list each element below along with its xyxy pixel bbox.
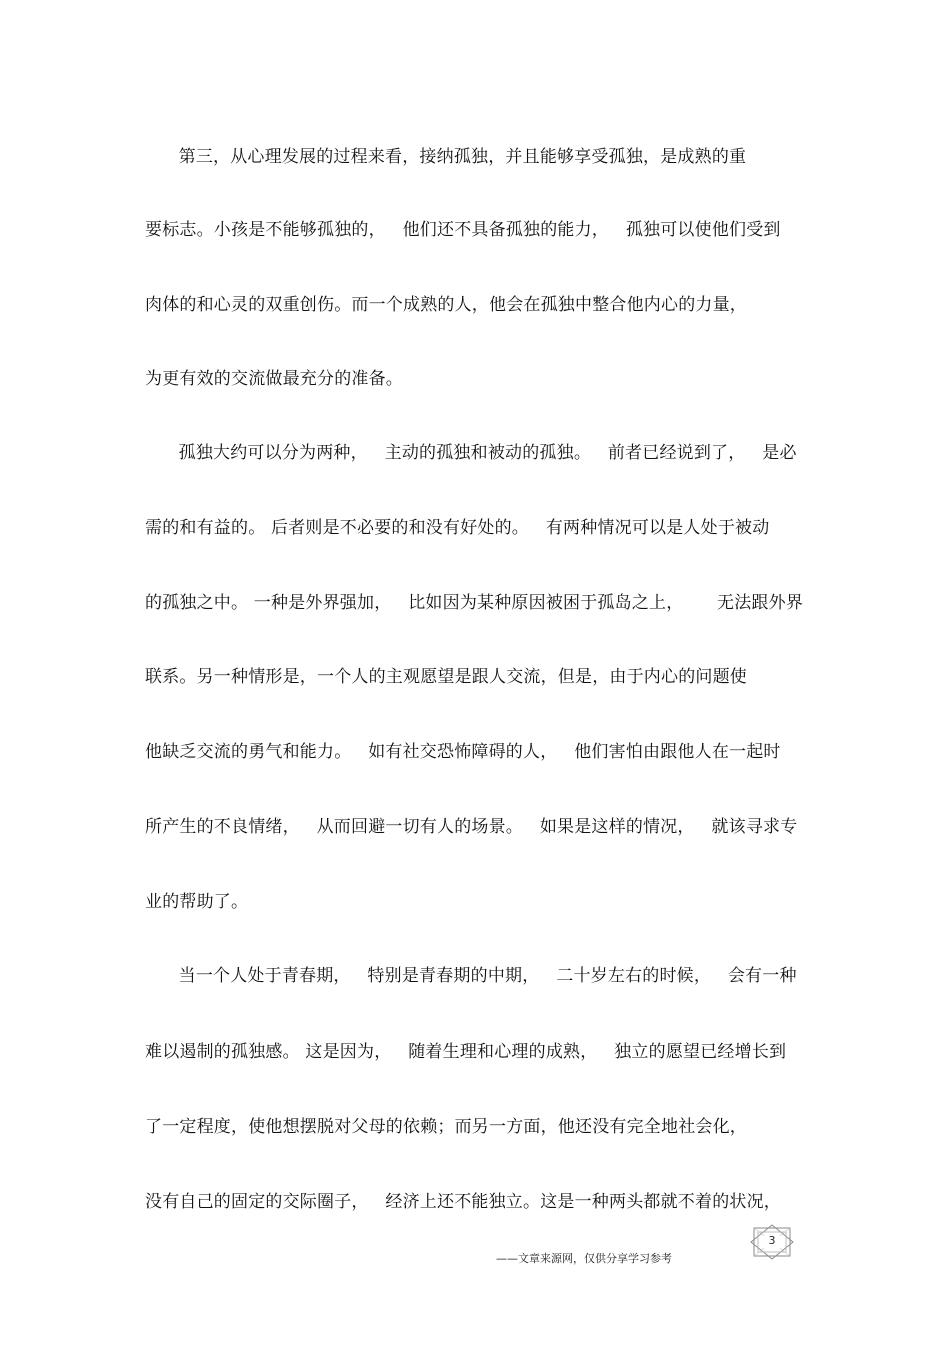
paragraph-line: 孤独大约可以分为两种， 主动的孤独和被动的孤独。 前者已经说到了， 是必 [145, 443, 797, 463]
paragraph-line: 需的和有益的。 后者则是不必要的和没有好处的。 有两种情况可以是人处于被动 [145, 518, 770, 538]
paragraph-line: 所产生的不良情绪， 从而回避一切有人的场景。 如果是这样的情况， 就该寻求专 [145, 817, 798, 837]
paragraph-line: 当一个人处于青春期， 特别是青春期的中期， 二十岁左右的时候， 会有一种 [145, 966, 797, 986]
paragraph-line: 了一定程度，使他想摆脱对父母的依赖；而另一方面，他还没有完全地社会化， [145, 1117, 747, 1137]
paragraph-line: 为更有效的交流做最充分的准备。 [145, 369, 403, 389]
paragraph-line: 难以遏制的孤独感。 这是因为， 随着生理和心理的成熟， 独立的愿望已经增长到 [145, 1042, 787, 1062]
page-number-badge [748, 1224, 796, 1260]
paragraph-line: 的孤独之中。 一种是外界强加， 比如因为某种原因被困于孤岛之上， 无法跟外界 [145, 593, 804, 613]
source-note: ——文章来源网，仅供分享学习参考 [496, 1252, 672, 1265]
page-number: 3 [768, 1234, 776, 1247]
paragraph-line: 没有自己的固定的交际圈子， 经济上还不能独立。这是一种两头都就不着的状况， [145, 1192, 782, 1212]
paragraph-line: 第三，从心理发展的过程来看，接纳孤独，并且能够享受孤独，是成熟的重 [145, 147, 747, 167]
paragraph-line: 要标志。小孩是不能够孤独的， 他们还不具备孤独的能力， 孤独可以使他们受到 [145, 220, 781, 240]
paragraph-line: 他缺乏交流的勇气和能力。 如有社交恐怖障碍的人， 他们害怕由跟他人在一起时 [145, 742, 781, 762]
paragraph-line: 联系。另一种情形是，一个人的主观愿望是跟人交流，但是，由于内心的问题使 [145, 667, 747, 687]
paragraph-line: 肉体的和心灵的双重创伤。而一个成熟的人，他会在孤独中整合他内心的力量， [145, 295, 747, 315]
paragraph-line: 业的帮助了。 [145, 892, 249, 912]
